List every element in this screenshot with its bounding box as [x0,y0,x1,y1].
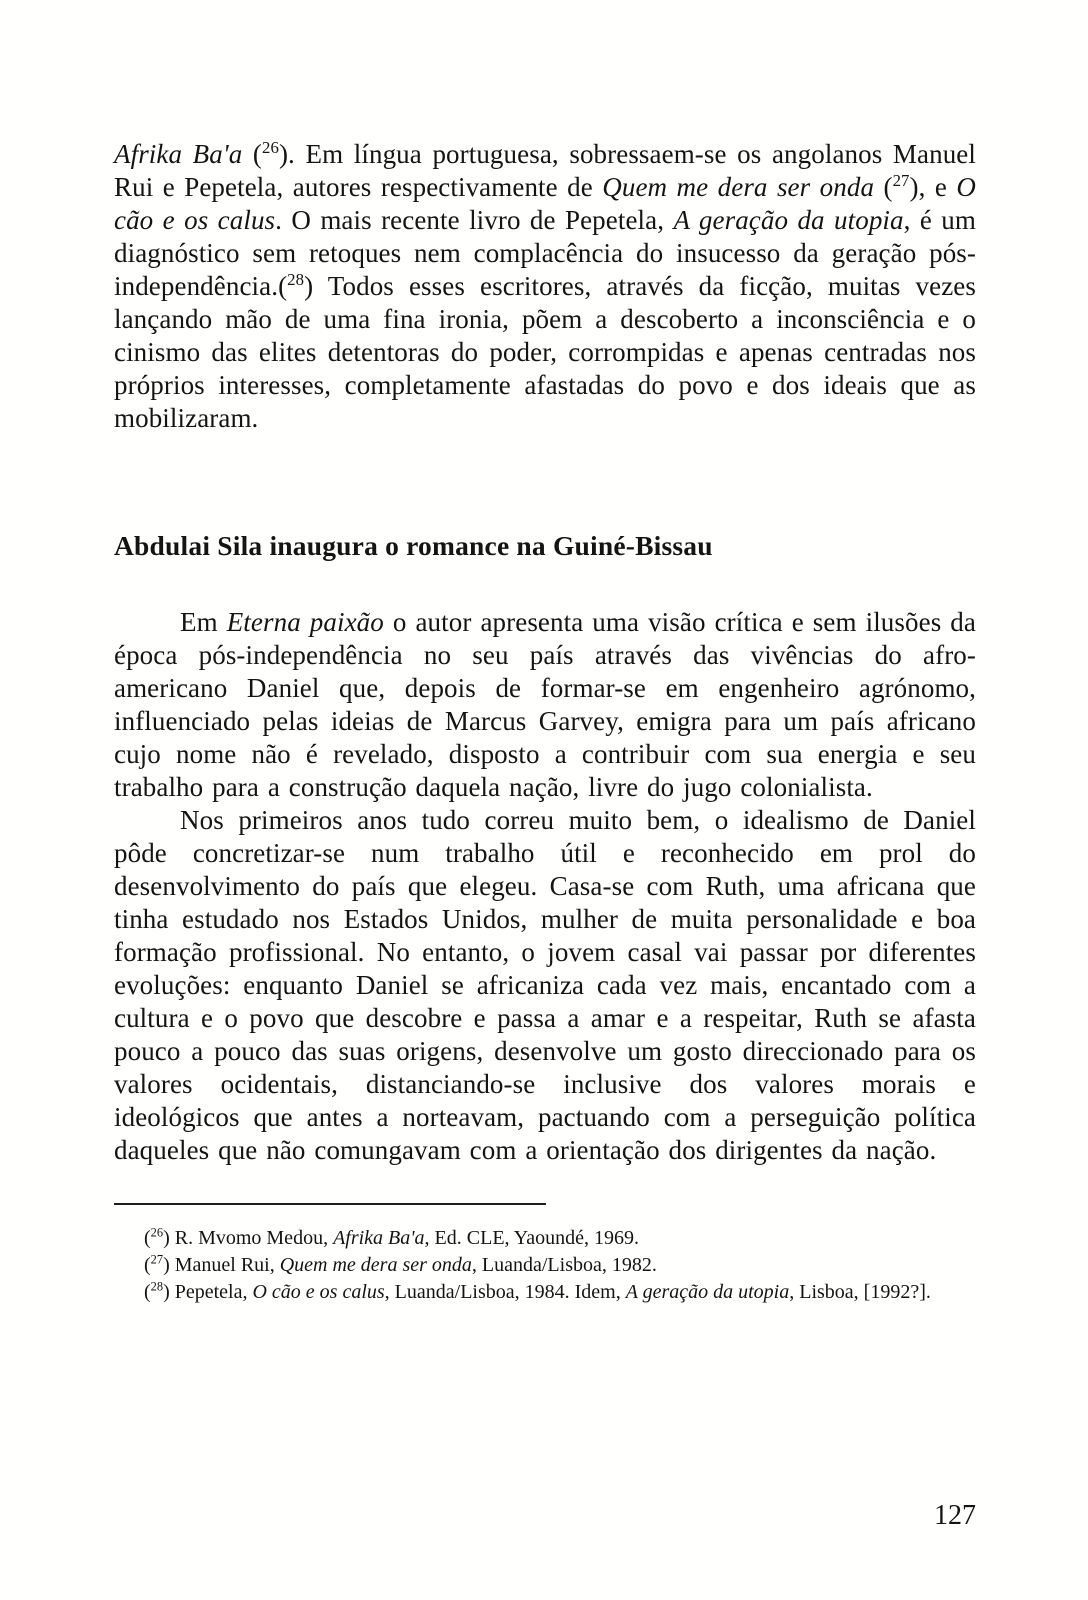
book-title-run: A geração da utopia [625,1281,790,1303]
footnote-marker: 28 [150,1279,164,1294]
footnote-marker: 27 [892,171,910,190]
book-title-run: Afrika Ba'a [333,1227,425,1249]
footnote-marker: 26 [150,1225,164,1240]
text-run: ). Em língua portuguesa, sobressaem-se os angolanos Manuel Rui e Pepetela, autores respectivamente de [114,139,976,202]
footnotes-block [114,1225,976,1306]
book-title-run: O cão e os calus [252,1281,385,1303]
body-paragraph-continuation [114,138,976,435]
footnote [114,1279,976,1306]
text-run: , Ed. CLE, Yaoundé, 1969. [424,1227,639,1249]
footnote-marker: 26 [262,138,279,157]
text-run: ( [144,1254,151,1276]
text-run: ) R. Mvomo Medou, [163,1227,334,1249]
book-title-run: Afrika Ba'a [114,139,243,169]
section-heading: Abdulai Sila inaugura o romance na Guiné-Bissau [114,530,713,561]
page-number: 127 [934,1500,976,1531]
body-paragraph-eterna-paixao [114,606,976,804]
text-run: . O mais recente livro de Pepetela, [275,205,674,235]
book-title-run: Quem me dera ser onda [602,172,875,202]
text-run: , Lisboa, [1992?]. [789,1281,931,1303]
text-run: , Luanda/Lisboa, 1984. Idem, [384,1281,626,1303]
text-run: ( [144,1227,151,1249]
text-run: ) Pepetela, [163,1281,253,1303]
footnote-marker: 27 [150,1252,164,1267]
footnote-divider [114,1203,546,1205]
text-block [114,138,976,1306]
book-title-run: O cão e os calus [114,172,976,235]
book-title-run: Quem me dera ser onda [279,1254,472,1276]
text-run: , Luanda/Lisboa, 1982. [471,1254,657,1276]
footnote [114,1225,976,1252]
book-title-run: Eterna paixão [226,607,384,637]
text-run: ( [242,139,263,169]
text-run: o autor apresenta uma visão crítica e sem ilusões da época pós-independência no seu país através das vivências do afro-americano Daniel que, depois de formar-se em engenheiro agrónomo, influenciado pelas ideias de Marcus Garvey, emigra para um país africano cujo nome não é revelado, disposto a contribuir com sua energia e seu trabalho para a construção daquela nação, livre do jugo colonialista. [114,607,976,802]
footnote-marker: 28 [287,270,305,289]
text-run: ), e [909,172,957,202]
text-run: ) Manuel Rui, [163,1254,280,1276]
text-run: ( [144,1281,151,1303]
text-run: , é um diagnóstico sem retoques nem complacência do insucesso da geração pós-independência.( [114,205,976,301]
book-title-run: A geração da utopia [673,205,904,235]
footnote [114,1252,976,1279]
body-paragraph-nos-primeiros-anos [114,804,976,1167]
text-run: Em [180,607,227,637]
text-run: Nos primeiros anos tudo correu muito bem, o idealismo de Daniel pôde concretizar-se num trabalho útil e reconhecido em prol do desenvolvimento do país que elegeu. Casa-se com Ruth, uma africana que tinha estudado nos Estados Unidos, mulher de muita personalidade e boa formação profissional. No entanto, o jovem casal vai passar por diferentes evoluções: enquanto Daniel se africaniza cada vez mais, encantado com a cultura e o povo que descobre e passa a amar e a respeitar, Ruth se afasta pouco a pouco das suas origens, desenvolve um gosto direccionado para os valores ocidentais, distanciando-se inclusive dos valores morais e ideológicos que antes a norteavam, pactuando com a perseguição política daqueles que não comungavam com a orientação dos dirigentes da nação. [114,805,976,1165]
text-run: ( [874,172,893,202]
text-run: ) Todos esses escritores, através da ficção, muitas vezes lançando mão de uma fina ironia, põem a descoberto a inconsciência e o cinismo das elites detentoras do poder, corrompidas e apenas centradas nos próprios interesses, completamente afastadas do povo e dos ideais que as mobilizaram. [114,271,976,433]
